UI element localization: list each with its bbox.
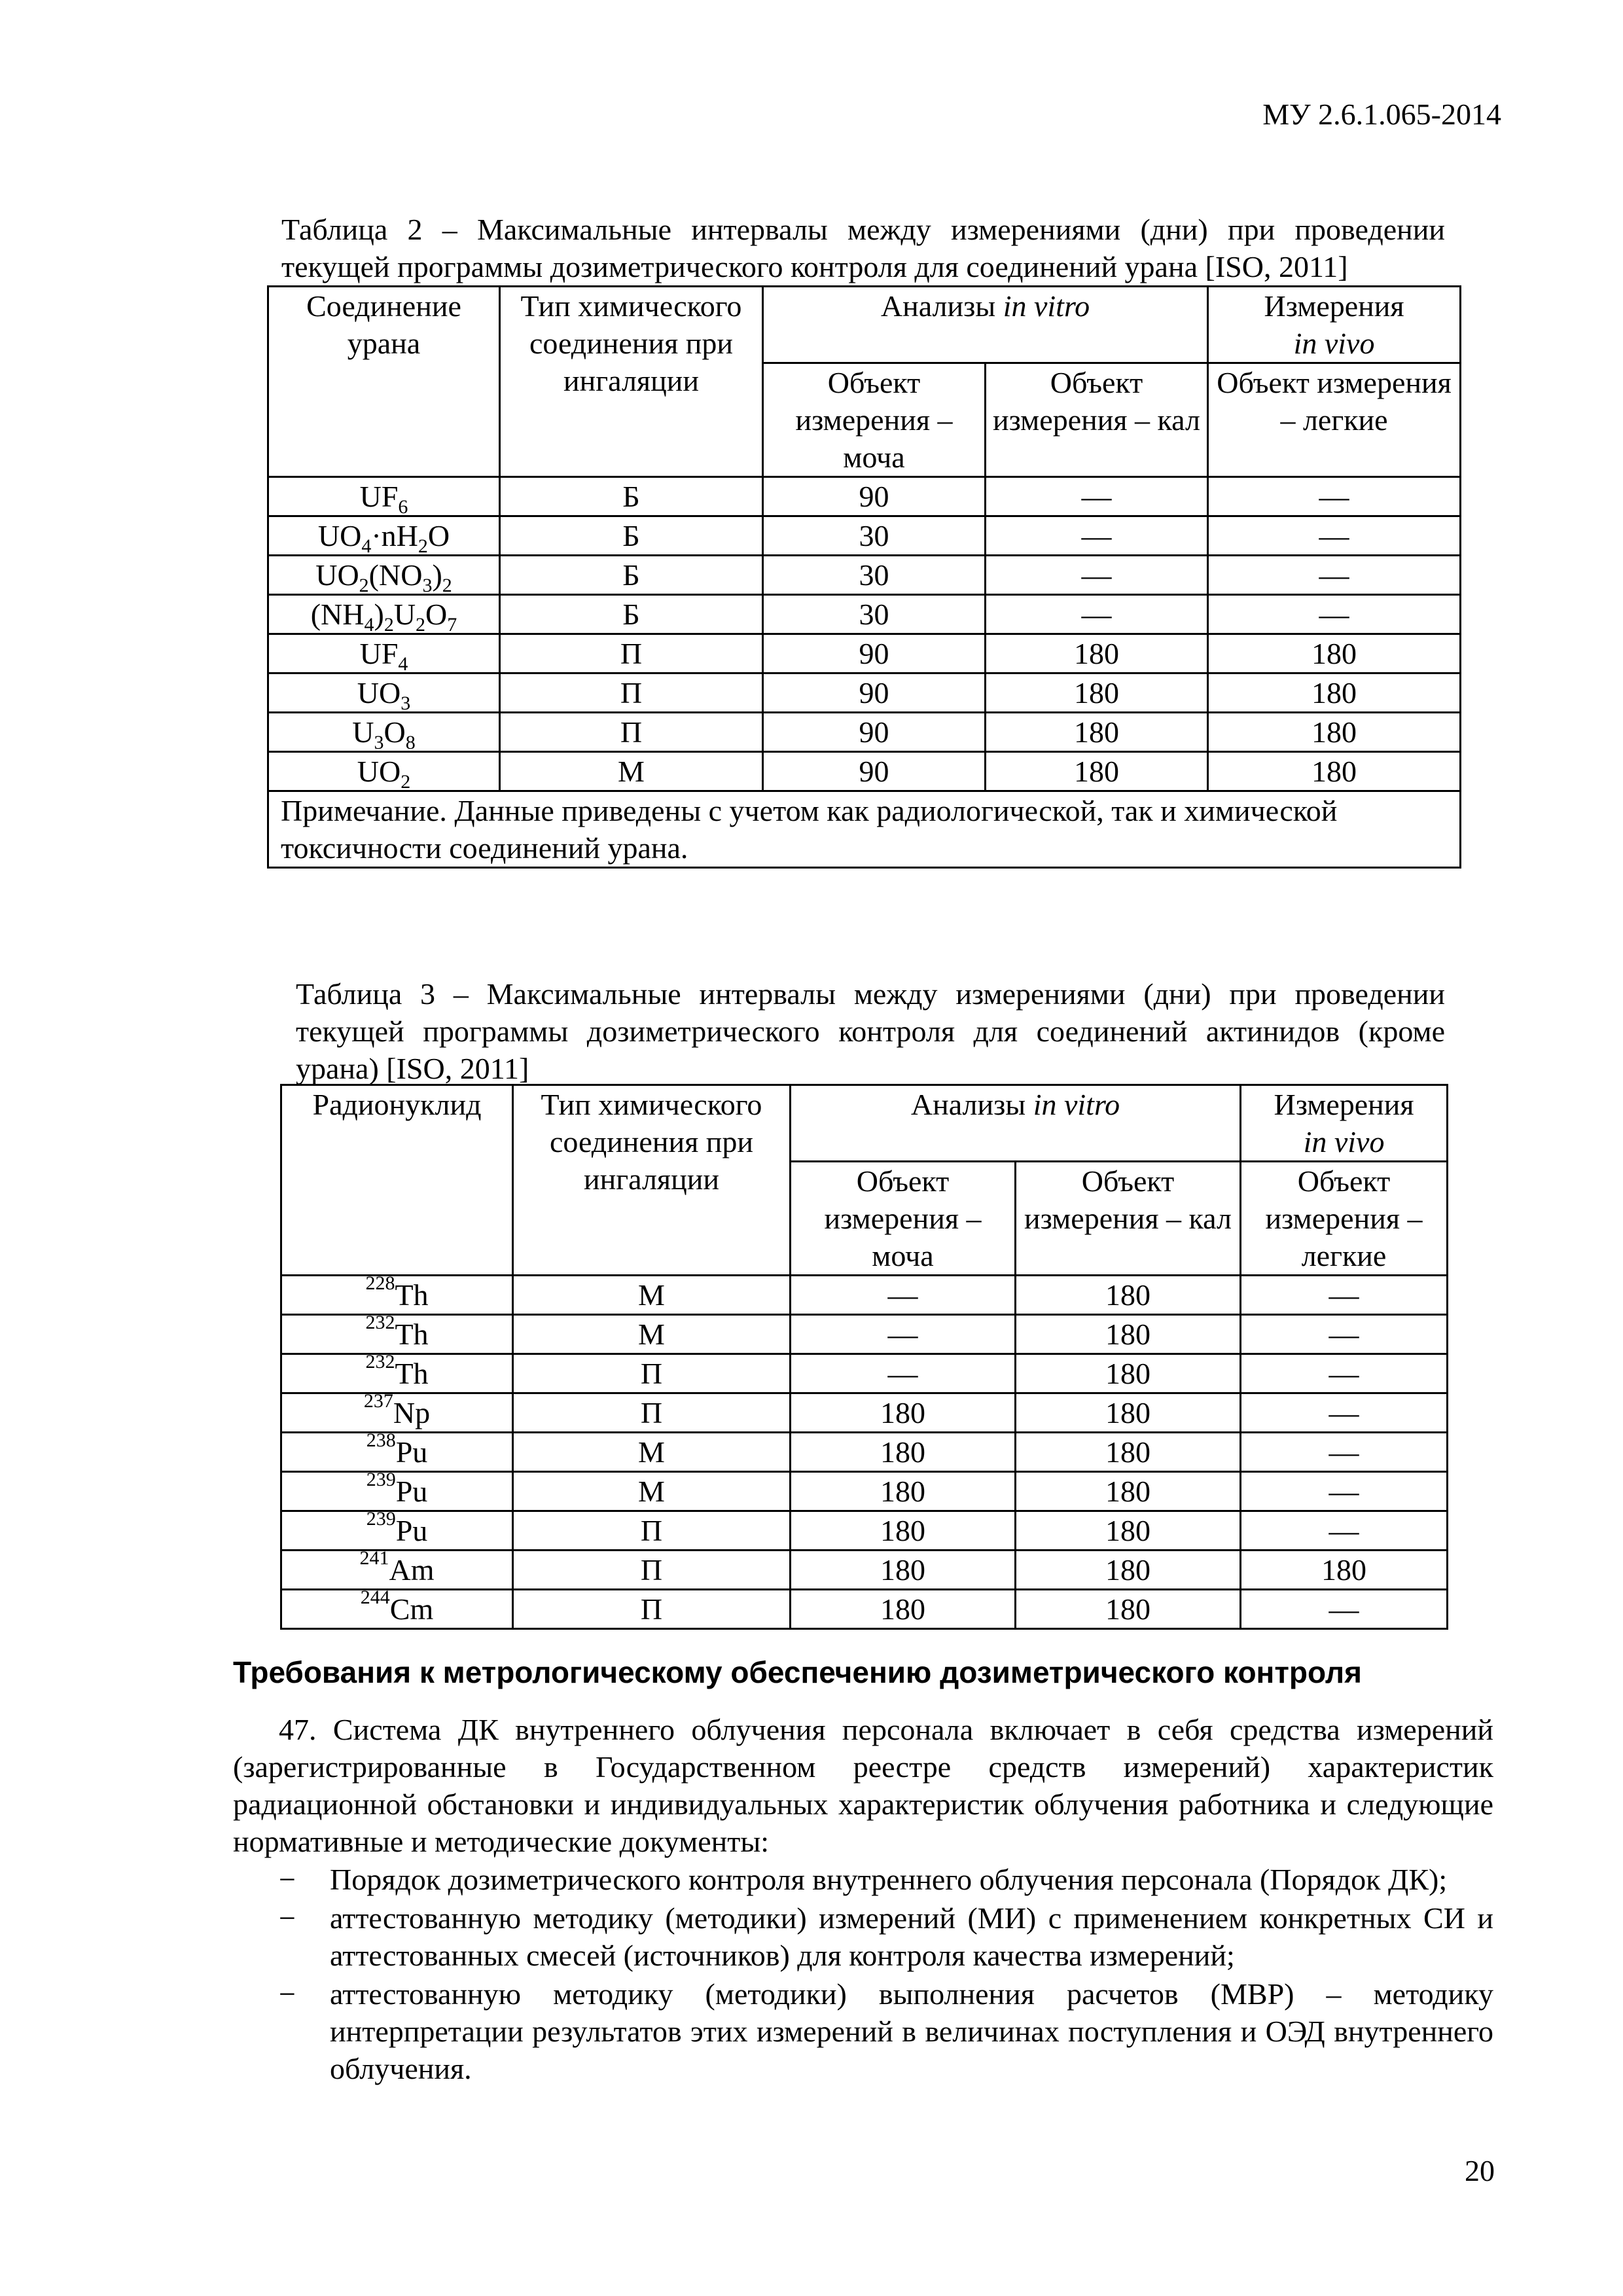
feces-cell: — (986, 556, 1208, 595)
table-row (281, 1276, 1448, 1315)
feces-cell: 180 (986, 634, 1208, 673)
list-item-text: аттестованную методику (методики) измерений (МИ) с применением конкретных СИ и аттестованных смесей (источников) для контроля качества измерений; (330, 1901, 1493, 1972)
list-dash: − (279, 1863, 296, 1896)
feces-cell: 180 (986, 713, 1208, 752)
urine-cell: 90 (763, 713, 986, 752)
nuclide-cell: $^{228}$Th (281, 1276, 513, 1315)
list-item-text: аттестованную методику (методики) выполнения расчетов (МВР) – методику интерпретации результатов этих измерений в величинах поступления и ОЭД внутреннего облучения. (330, 1977, 1493, 2085)
type-cell: Б (500, 556, 763, 595)
table-row (268, 556, 1461, 595)
document-list (233, 1861, 1493, 2089)
urine-cell: — (791, 1315, 1016, 1354)
lungs-cell: — (1208, 516, 1461, 556)
table2-header-feces: Объект измерения – кал (986, 363, 1208, 477)
table-row (281, 1551, 1448, 1590)
table-row (268, 752, 1461, 791)
table3-header-feces: Объект измерения – кал (1016, 1162, 1241, 1276)
feces-cell: 180 (986, 673, 1208, 713)
urine-cell: 90 (763, 752, 986, 791)
type-cell: П (500, 634, 763, 673)
type-cell: П (513, 1511, 791, 1551)
feces-cell: 180 (1016, 1433, 1241, 1472)
feces-cell: — (986, 595, 1208, 634)
urine-cell: 30 (763, 595, 986, 634)
type-cell: М (513, 1315, 791, 1354)
lungs-cell: — (1241, 1590, 1448, 1629)
list-dash: − (279, 1901, 296, 1935)
nuclide-cell: $^{237}$Np (281, 1393, 513, 1433)
feces-cell: 180 (1016, 1315, 1241, 1354)
type-cell: Б (500, 516, 763, 556)
compound-cell: $UO_3$ (268, 673, 500, 713)
nuclide-cell: $^{238}$Pu (281, 1433, 513, 1472)
table-row (281, 1590, 1448, 1629)
lungs-cell: — (1241, 1315, 1448, 1354)
type-cell: М (513, 1276, 791, 1315)
type-cell: П (513, 1551, 791, 1590)
lungs-cell: — (1208, 556, 1461, 595)
list-item (233, 1899, 1493, 1974)
table2-note: Примечание. Данные приведены с учетом как радиологической, так и химической токсичности соединений урана. (268, 791, 1461, 868)
table2-header-lungs: Объект измерения – легкие (1208, 363, 1461, 477)
table2-header-in-vitro: Анализы in vitro (763, 287, 1208, 363)
urine-cell: 90 (763, 673, 986, 713)
document-code: МУ 2.6.1.065-2014 (1262, 98, 1501, 131)
list-item (233, 1861, 1493, 1898)
table-row (281, 1433, 1448, 1472)
compound-cell: $UO_4\cdot nH_2O$ (268, 516, 500, 556)
lungs-cell: — (1208, 595, 1461, 634)
table3-header-lungs: Объект измерения – легкие (1241, 1162, 1448, 1276)
lungs-cell: 180 (1208, 713, 1461, 752)
feces-cell: 180 (1016, 1354, 1241, 1393)
nuclide-cell: $^{232}$Th (281, 1354, 513, 1393)
table3-header-in-vivo: Измерения in vivo (1241, 1085, 1448, 1162)
feces-cell: 180 (1016, 1393, 1241, 1433)
table2-header-urine: Объект измерения – моча (763, 363, 986, 477)
type-cell: П (513, 1354, 791, 1393)
type-cell: М (500, 752, 763, 791)
table-row (268, 673, 1461, 713)
compound-cell: $(NH_4)_2U_2O_7$ (268, 595, 500, 634)
urine-cell: 180 (791, 1393, 1016, 1433)
compound-cell: $UO_2$ (268, 752, 500, 791)
urine-cell: 180 (791, 1511, 1016, 1551)
table-row (268, 713, 1461, 752)
feces-cell: 180 (986, 752, 1208, 791)
lungs-cell: — (1241, 1354, 1448, 1393)
lungs-cell: — (1241, 1276, 1448, 1315)
urine-cell: — (791, 1276, 1016, 1315)
type-cell: П (500, 713, 763, 752)
lungs-cell: 180 (1208, 673, 1461, 713)
table3 (280, 1084, 1448, 1630)
table3-header-urine: Объект измерения – моча (791, 1162, 1016, 1276)
list-item (233, 1975, 1493, 2087)
urine-cell: 90 (763, 477, 986, 516)
urine-cell: 30 (763, 516, 986, 556)
type-cell: Б (500, 477, 763, 516)
table-row (268, 516, 1461, 556)
type-cell: П (513, 1590, 791, 1629)
feces-cell: 180 (1016, 1551, 1241, 1590)
feces-cell: 180 (1016, 1276, 1241, 1315)
table2-header-type: Тип химического соединения при ингаляции (500, 287, 763, 477)
lungs-cell: 180 (1241, 1551, 1448, 1590)
table3-header-type: Тип химического соединения при ингаляции (513, 1085, 791, 1276)
lungs-cell: 180 (1208, 634, 1461, 673)
nuclide-cell: $^{241}$Am (281, 1551, 513, 1590)
paragraph-47: 47. Система ДК внутреннего облучения персонала включает в себя средства измерений (зарегистрированные в Государственном реестре средств измерений) характеристик радиационной обстановки и индивидуальных характеристик облучения работника и следующие нормативные и методические документы: (233, 1713, 1493, 1858)
table3-header-in-vitro: Анализы in vitro (791, 1085, 1241, 1162)
urine-cell: — (791, 1354, 1016, 1393)
lungs-cell: 180 (1208, 752, 1461, 791)
nuclide-cell: $^{244}$Cm (281, 1590, 513, 1629)
urine-cell: 180 (791, 1590, 1016, 1629)
feces-cell: 180 (1016, 1511, 1241, 1551)
lungs-cell: — (1208, 477, 1461, 516)
table2-header-in-vivo: Измерения in vivo (1208, 287, 1461, 363)
type-cell: Б (500, 595, 763, 634)
compound-cell: $U_3O_8$ (268, 713, 500, 752)
urine-cell: 180 (791, 1472, 1016, 1511)
urine-cell: 90 (763, 634, 986, 673)
compound-cell: $UF_6$ (268, 477, 500, 516)
nuclide-cell: $^{239}$Pu (281, 1472, 513, 1511)
section-title: Требования к метрологическому обеспечению дозиметрического контроля (233, 1655, 1362, 1689)
type-cell: М (513, 1472, 791, 1511)
table3-caption: Таблица 3 – Максимальные интервалы между измерениями (дни) при проведении текущей программы дозиметрического контроля для соединений актинидов (кроме урана) [ISO, 2011] (296, 977, 1445, 1085)
table-row (268, 595, 1461, 634)
table2-caption: Таблица 2 – Максимальные интервалы между измерениями (дни) при проведении текущей программы дозиметрического контроля для соединений урана [ISO, 2011] (281, 213, 1445, 283)
type-cell: М (513, 1433, 791, 1472)
table-row (281, 1472, 1448, 1511)
feces-cell: 180 (1016, 1590, 1241, 1629)
type-cell: П (513, 1393, 791, 1433)
feces-cell: — (986, 477, 1208, 516)
table-row (268, 477, 1461, 516)
table-row (281, 1354, 1448, 1393)
list-dash: − (279, 1977, 296, 2011)
table-row (281, 1511, 1448, 1551)
table-row (268, 634, 1461, 673)
urine-cell: 180 (791, 1433, 1016, 1472)
type-cell: П (500, 673, 763, 713)
page-number: 20 (1465, 2154, 1495, 2187)
lungs-cell: — (1241, 1511, 1448, 1551)
feces-cell: 180 (1016, 1472, 1241, 1511)
feces-cell: — (986, 516, 1208, 556)
urine-cell: 180 (791, 1551, 1016, 1590)
urine-cell: 30 (763, 556, 986, 595)
compound-cell: $UO_2(NO_3)_2$ (268, 556, 500, 595)
list-item-text: Порядок дозиметрического контроля внутреннего облучения персонала (Порядок ДК); (330, 1863, 1448, 1896)
lungs-cell: — (1241, 1433, 1448, 1472)
table3-header-radionuclide: Радионуклид (281, 1085, 513, 1276)
table-row (281, 1315, 1448, 1354)
compound-cell: $UF_4$ (268, 634, 500, 673)
table-row (281, 1393, 1448, 1433)
lungs-cell: — (1241, 1393, 1448, 1433)
table2-header-compound: Соединение урана (268, 287, 500, 477)
nuclide-cell: $^{239}$Pu (281, 1511, 513, 1551)
lungs-cell: — (1241, 1472, 1448, 1511)
table2 (267, 285, 1461, 869)
nuclide-cell: $^{232}$Th (281, 1315, 513, 1354)
